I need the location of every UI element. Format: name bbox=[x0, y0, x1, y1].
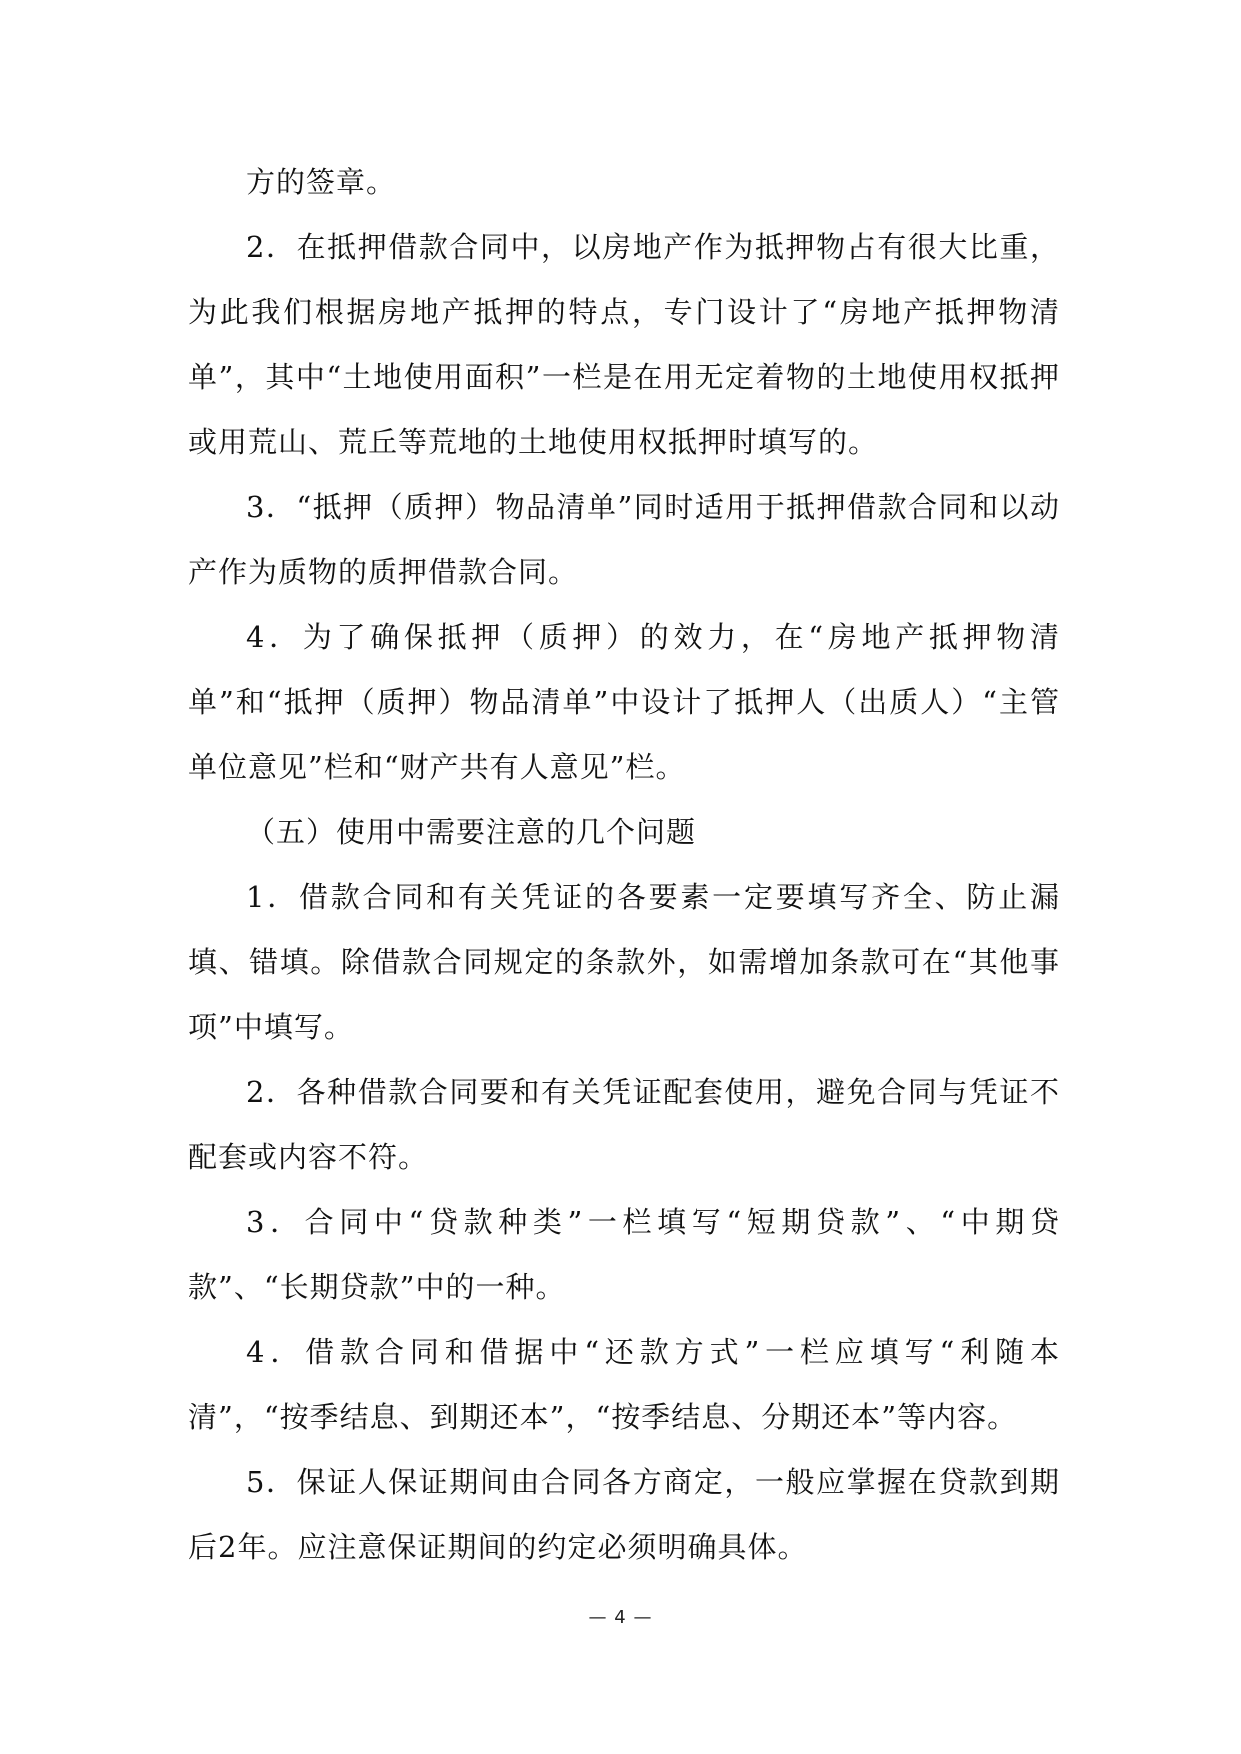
paragraph-continuation: 方的签章。 bbox=[246, 165, 397, 199]
paragraph-real-estate-mortgage: 2．在抵押借款合同中，以房地产作为抵押物占有很大比重，为此我们根据房地产抵押的特点，专门设计了“房地产抵押物清单”，其中“土地使用面积”一栏是在用无定着物的土地使用权抵押或用荒山、荒丘等荒地的土地使用权抵押时填写的。 bbox=[188, 230, 1060, 459]
paragraph-repayment-method: 4．借款合同和借据中“还款方式”一栏应填写“利随本清”，“按季结息、到期还本”，“按季结息、分期还本”等内容。 bbox=[188, 1335, 1060, 1434]
body-text bbox=[188, 150, 1060, 1580]
paragraph-matching-vouchers: 2．各种借款合同要和有关凭证配套使用，避免合同与凭证不配套或内容不符。 bbox=[188, 1075, 1060, 1174]
section-heading: （五）使用中需要注意的几个问题 bbox=[246, 815, 697, 849]
paragraph-guarantee-period: 5．保证人保证期间由合同各方商定，一般应掌握在贷款到期后2年。应注意保证期间的约定必须明确具体。 bbox=[188, 1465, 1060, 1564]
page-number: — 4 — bbox=[588, 1607, 653, 1628]
paragraph-loan-type: 3．合同中“贷款种类”一栏填写“短期贷款”、“中期贷款”、“长期贷款”中的一种。 bbox=[188, 1205, 1060, 1304]
paragraph-mortgage-effect: 4．为了确保抵押（质押）的效力，在“房地产抵押物清单”和“抵押（质押）物品清单”中设计了抵押人（出质人）“主管单位意见”栏和“财产共有人意见”栏。 bbox=[188, 620, 1060, 784]
paragraph-pledge-list: 3．“抵押（质押）物品清单”同时适用于抵押借款合同和以动产作为质物的质押借款合同。 bbox=[188, 490, 1060, 589]
paragraph-fill-requirements: 1．借款合同和有关凭证的各要素一定要填写齐全、防止漏填、错填。除借款合同规定的条款外，如需增加条款可在“其他事项”中填写。 bbox=[188, 880, 1060, 1044]
